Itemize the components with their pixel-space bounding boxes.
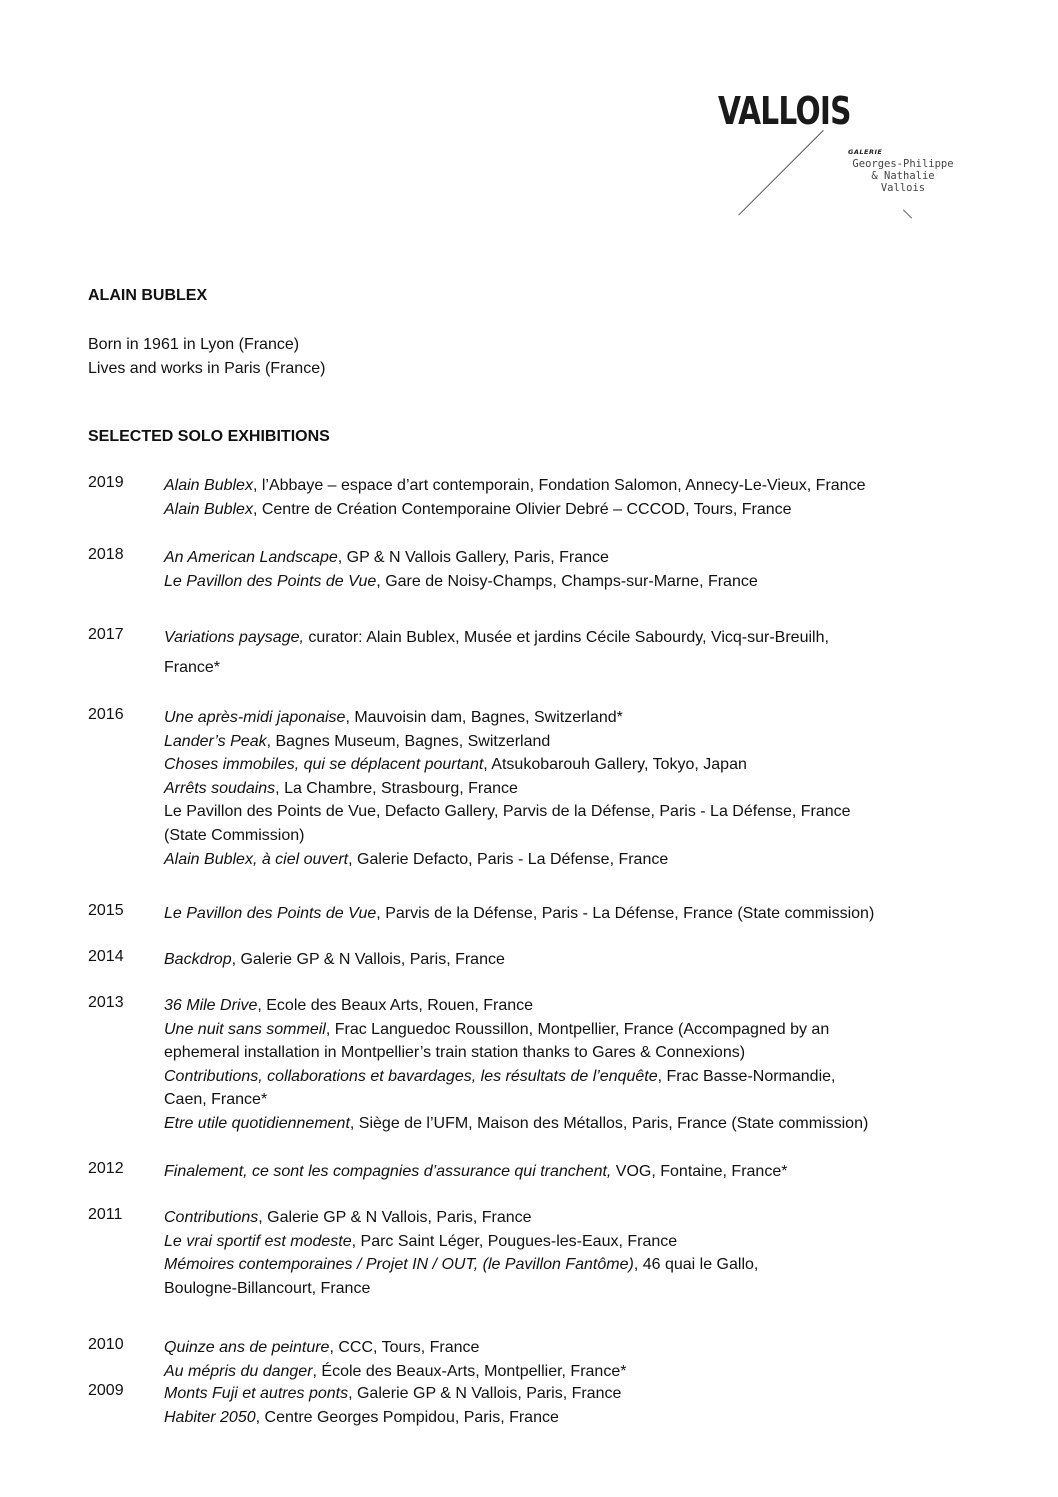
exhibition-details: Boulogne-Billancourt, France <box>164 1279 371 1297</box>
exhibition-entry <box>164 1277 984 1301</box>
exhibition-entry <box>164 1206 984 1230</box>
exhibition-lines <box>164 1206 984 1300</box>
exhibition-entry <box>164 848 984 872</box>
exhibition-details: , Centre de Création Contemporaine Olivier Debré – CCCOD, Tours, France <box>252 500 792 518</box>
exhibition-details: , Galerie GP & N Vallois, Paris, France <box>348 1385 622 1402</box>
exhibition-details: France* <box>164 658 221 676</box>
exhibition-title: Etre utile quotidiennement <box>164 1114 350 1132</box>
exhibition-year: 2012 <box>88 1160 124 1177</box>
exhibition-entry <box>164 1406 984 1430</box>
exhibition-title: Monts Fuji et autres ponts <box>164 1385 349 1402</box>
exhibition-details: , Galerie GP & N Vallois, Paris, France <box>258 1209 532 1226</box>
exhibition-title: 36 Mile Drive <box>164 997 258 1014</box>
exhibition-title: Mémoires contemporaines / Projet IN / OUT, (le Pavillon Fantôme) <box>164 1256 634 1274</box>
exhibition-entry <box>164 730 984 754</box>
exhibition-entry <box>164 474 984 498</box>
exhibition-entry <box>164 1065 984 1089</box>
exhibition-details: , Parvis de la Défense, Paris - La Défense, France (State commission) <box>376 905 875 922</box>
exhibition-lines <box>164 706 984 871</box>
exhibition-title: Le Pavillon des Points de Vue <box>164 905 377 922</box>
exhibition-lines <box>164 1382 984 1429</box>
exhibition-year: 2016 <box>88 706 124 723</box>
exhibition-entry <box>164 570 984 594</box>
exhibition-title: Une après-midi japonaise <box>164 709 346 726</box>
exhibition-title: Variations paysage, <box>164 629 304 646</box>
exhibition-title: Habiter 2050 <box>164 1408 256 1426</box>
exhibition-details: Caen, France* <box>164 1091 268 1109</box>
exhibition-details: , Ecole des Beaux Arts, Rouen, France <box>257 997 534 1014</box>
exhibition-details: ephemeral installation in Montpellier’s train station thanks to Gares & Connexions) <box>164 1044 746 1062</box>
exhibition-year: 2014 <box>88 948 124 965</box>
exhibition-entry <box>164 546 984 570</box>
exhibition-entry <box>164 1041 984 1065</box>
exhibition-year: 2010 <box>88 1336 124 1353</box>
exhibition-title: Le vrai sportif est modeste <box>164 1232 352 1250</box>
exhibition-details: , Siège de l’UFM, Maison des Métallos, Paris, France (State commission) <box>349 1114 869 1132</box>
exhibition-title: Au mépris du danger <box>164 1362 313 1380</box>
exhibition-title: Alain Bublex <box>164 477 253 494</box>
exhibition-title: Alain Bublex, à ciel ouvert <box>164 850 349 868</box>
exhibition-details: , Frac Languedoc Roussillon, Montpellier, France (Accompagned by an <box>325 1020 830 1038</box>
exhibition-entry <box>164 824 984 848</box>
exhibition-entry <box>164 1088 984 1112</box>
exhibition-lines <box>164 948 984 972</box>
exhibition-details: , Bagnes Museum, Bagnes, Switzerland <box>266 732 551 750</box>
exhibition-title: Finalement, ce sont les compagnies d’assurance qui tranchent, <box>164 1163 612 1180</box>
exhibition-entry <box>164 1160 984 1184</box>
exhibition-entry <box>164 902 984 926</box>
exhibition-entry <box>164 1382 984 1406</box>
exhibition-details: , Centre Georges Pompidou, Paris, France <box>255 1408 559 1426</box>
logo-subtitle <box>848 146 958 194</box>
exhibition-lines <box>164 1336 984 1383</box>
exhibition-lines <box>164 626 984 679</box>
exhibition-entry <box>164 1253 984 1277</box>
exhibition-details: (State Commission) <box>164 826 305 844</box>
exhibition-entry <box>164 706 984 730</box>
exhibition-entry <box>164 800 984 824</box>
exhibition-details: VOG, Fontaine, France* <box>611 1163 788 1180</box>
exhibition-details: , Galerie Defacto, Paris - La Défense, France <box>348 850 669 868</box>
exhibition-entry <box>164 1230 984 1254</box>
gallery-logo <box>718 89 958 222</box>
exhibition-details: , La Chambre, Strasbourg, France <box>275 779 518 797</box>
exhibition-details: , Atsukobarouh Gallery, Tokyo, Japan <box>483 756 747 774</box>
logo-sub-line: & Nathalie <box>871 170 935 182</box>
exhibition-title: Backdrop <box>164 951 232 968</box>
logo-slash-line <box>738 130 824 216</box>
exhibition-details: , 46 quai le Gallo, <box>633 1256 759 1274</box>
logo-sub-line: Vallois <box>880 182 926 194</box>
exhibition-details: , Frac Basse-Normandie, <box>657 1067 836 1085</box>
exhibition-title: An American Landscape <box>164 549 338 566</box>
exhibition-details: , Galerie GP & N Vallois, Paris, France <box>231 951 505 968</box>
exhibition-details: , l’Abbaye – espace d’art contemporain, Fondation Salomon, Annecy-Le-Vieux, France <box>252 477 866 494</box>
exhibition-details: curator: Alain Bublex, Musée et jardins Cécile Sabourdy, Vicq-sur-Breuilh, <box>303 629 829 646</box>
exhibition-title: Contributions, collaborations et bavardages, les résultats de l’enquête <box>164 1067 658 1085</box>
exhibition-entry <box>164 1336 984 1360</box>
exhibition-year: 2015 <box>88 902 124 919</box>
logo-wordmark: VALLOIS <box>718 89 851 133</box>
exhibition-entry <box>164 1018 984 1042</box>
exhibition-year: 2018 <box>88 546 124 563</box>
artist-name: ALAIN BUBLEX <box>88 287 208 304</box>
artist-bio <box>88 333 325 381</box>
exhibition-details: Le Pavillon des Points de Vue, Defacto Gallery, Parvis de la Défense, Paris - La Défense, France <box>164 803 851 821</box>
exhibition-lines <box>164 994 984 1136</box>
exhibition-entry <box>164 948 984 972</box>
exhibition-details: , École des Beaux-Arts, Montpellier, France* <box>312 1362 627 1380</box>
exhibition-lines <box>164 546 984 593</box>
exhibition-year: 2009 <box>88 1382 124 1399</box>
exhibition-title: Alain Bublex <box>164 500 253 518</box>
exhibition-lines <box>164 902 984 926</box>
exhibition-details: , GP & N Vallois Gallery, Paris, France <box>337 549 609 566</box>
section-title: SELECTED SOLO EXHIBITIONS <box>88 428 330 445</box>
exhibition-title: Contributions <box>164 1209 259 1226</box>
exhibition-details: , Gare de Noisy-Champs, Champs-sur-Marne, France <box>376 572 758 590</box>
logo-sub-line: Georges-Philippe <box>852 158 954 170</box>
exhibition-details: , Mauvoisin dam, Bagnes, Switzerland* <box>345 709 623 726</box>
exhibition-details: , CCC, Tours, France <box>329 1339 480 1356</box>
exhibition-entry <box>164 753 984 777</box>
exhibition-title: Choses immobiles, qui se déplacent pourtant <box>164 756 484 774</box>
exhibition-details: , Parc Saint Léger, Pougues-les-Eaux, France <box>351 1232 678 1250</box>
exhibition-entry <box>164 1360 984 1384</box>
exhibition-year: 2011 <box>88 1206 123 1223</box>
exhibition-title: Arrêts soudains <box>164 779 276 797</box>
exhibition-title: Le Pavillon des Points de Vue <box>164 572 377 590</box>
exhibition-entry <box>164 656 984 680</box>
exhibition-title: Quinze ans de peinture <box>164 1339 330 1356</box>
exhibition-entry <box>164 626 984 650</box>
exhibition-year: 2017 <box>88 626 124 643</box>
logo-galerie-label: GALERIE <box>848 148 883 156</box>
artist-lives: Lives and works in Paris (France) <box>88 360 326 377</box>
exhibition-title: Lander’s Peak <box>164 732 267 750</box>
exhibition-lines <box>164 1160 984 1184</box>
exhibition-entry <box>164 498 984 522</box>
exhibition-entry <box>164 994 984 1018</box>
artist-born: Born in 1961 in Lyon (France) <box>88 336 300 353</box>
exhibition-title: Une nuit sans sommeil <box>164 1020 326 1038</box>
exhibition-entry <box>164 1112 984 1136</box>
exhibition-entry <box>164 777 984 801</box>
exhibition-lines <box>164 474 984 521</box>
exhibition-year: 2019 <box>88 474 124 491</box>
exhibition-year: 2013 <box>88 994 124 1011</box>
